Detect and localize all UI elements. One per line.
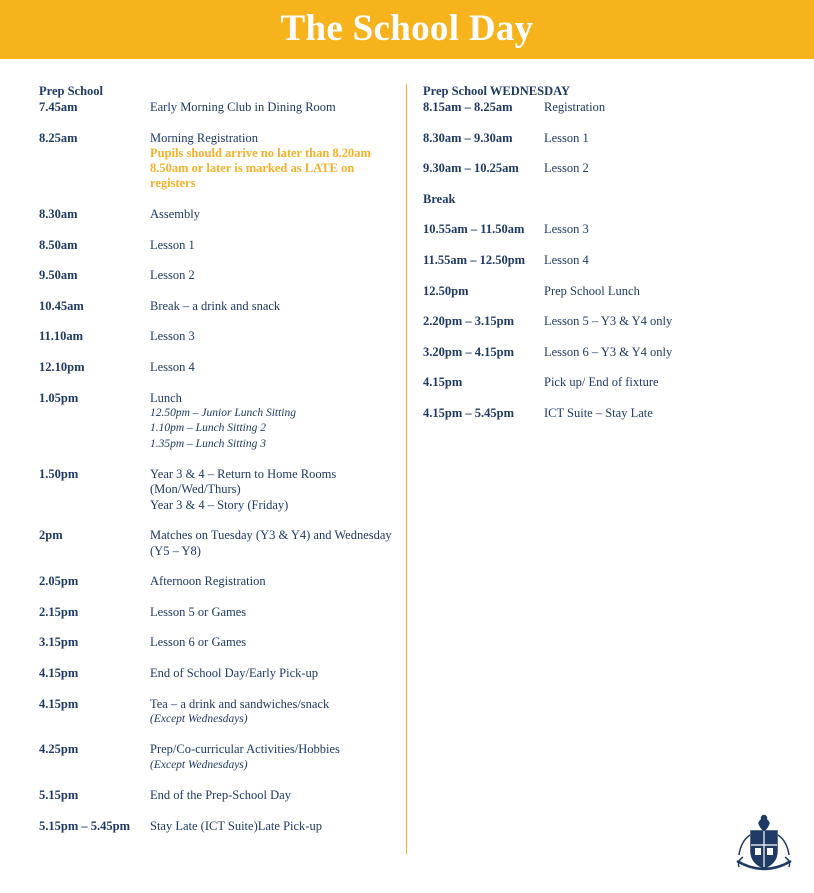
row-description — [150, 299, 394, 314]
row-description — [544, 284, 723, 299]
row-text: Lesson 4 — [150, 360, 195, 375]
row-time: 9.30am – 10.25am — [423, 161, 519, 176]
schedule-row — [423, 131, 723, 146]
row-description — [544, 131, 723, 146]
row-time: 10.55am – 11.50am — [423, 222, 525, 237]
row-description — [150, 329, 394, 344]
row-text: Lesson 5 or Games — [150, 604, 247, 619]
arrival-notice: registers — [150, 176, 196, 191]
row-description — [544, 375, 723, 390]
row-description — [150, 360, 394, 375]
row-text: Year 3 & 4 – Story (Friday) — [150, 497, 289, 512]
row-text: Assembly — [150, 207, 200, 222]
row-text: Lunch — [150, 390, 182, 405]
schedule-row — [39, 574, 394, 589]
row-description — [150, 207, 394, 222]
schedule-row — [423, 375, 723, 390]
row-time: 3.20pm – 4.15pm — [423, 344, 514, 359]
row-text: Pick up/ End of fixture — [544, 375, 659, 390]
prep-school-schedule — [39, 84, 394, 850]
wednesday-schedule — [423, 84, 723, 437]
row-note: 1.10pm – Lunch Sitting 2 — [150, 422, 266, 435]
row-text: Lesson 3 — [150, 329, 195, 344]
row-description — [150, 742, 394, 773]
schedule-row — [39, 788, 394, 803]
schedule-row — [423, 406, 723, 421]
row-time: 8.30am – 9.30am — [423, 130, 513, 145]
row-time: 4.15pm — [39, 696, 79, 711]
schedule-row — [39, 697, 394, 728]
page-title: The School Day — [280, 8, 534, 49]
schedule-row — [39, 207, 394, 222]
title-banner — [0, 0, 814, 59]
row-time: 4.15pm — [423, 375, 463, 390]
schedule-row — [39, 605, 394, 620]
row-description — [544, 406, 723, 421]
row-text: Prep School Lunch — [544, 283, 640, 298]
break-label: Break — [423, 191, 456, 206]
row-description — [544, 100, 723, 115]
schedule-row — [39, 299, 394, 314]
row-time: 8.30am — [39, 207, 78, 222]
row-time: 2pm — [39, 528, 63, 543]
row-text: Morning Registration — [150, 130, 258, 145]
schedule-row — [39, 268, 394, 283]
row-description — [544, 222, 723, 237]
row-text: Break – a drink and snack — [150, 298, 281, 313]
schedule-row — [39, 100, 394, 115]
row-text: Lesson 1 — [150, 237, 195, 252]
schedule-rows — [423, 222, 723, 421]
row-text: Tea – a drink and sandwiches/snack — [150, 696, 330, 711]
schedule-row — [423, 284, 723, 299]
row-text: Lesson 2 — [150, 268, 195, 283]
schedule-row — [39, 742, 394, 773]
schedule-row — [39, 360, 394, 375]
row-time: 11.10am — [39, 329, 84, 344]
row-time: 8.25am — [39, 130, 78, 145]
schedule-rows — [39, 100, 394, 834]
schedule-row — [423, 253, 723, 268]
row-text: Stay Late (ICT Suite)Late Pick-up — [150, 818, 322, 833]
row-time: 4.25pm — [39, 742, 79, 757]
row-text: Lesson 2 — [544, 161, 589, 176]
row-text: Lesson 3 — [544, 222, 589, 237]
row-text: Lesson 6 or Games — [150, 635, 247, 650]
schedule-row — [423, 222, 723, 237]
row-text: Lesson 4 — [544, 252, 589, 267]
section-heading: Prep School — [39, 84, 104, 98]
row-description — [150, 131, 394, 192]
row-description — [150, 238, 394, 253]
row-note: 1.35pm – Lunch Sitting 3 — [150, 437, 266, 450]
school-crest-icon — [733, 811, 795, 877]
row-time: 7.45am — [39, 100, 78, 114]
schedule-row — [423, 161, 723, 176]
schedule-row — [39, 329, 394, 344]
arrival-notice: 8.50am or later is marked as LATE on — [150, 161, 355, 176]
row-text: Early Morning Club in Dining Room — [150, 100, 336, 114]
row-description — [150, 697, 394, 728]
row-time: 1.50pm — [39, 467, 79, 482]
row-text: Lesson 6 – Y3 & Y4 only — [544, 344, 673, 359]
row-text: ICT Suite – Stay Late — [544, 405, 653, 420]
row-text: End of School Day/Early Pick-up — [150, 665, 319, 680]
row-description — [150, 467, 394, 513]
row-description — [150, 605, 394, 620]
schedule-row — [39, 131, 394, 192]
row-time: 5.15pm — [39, 788, 79, 803]
schedule-row — [39, 819, 394, 834]
row-time: 8.50am — [39, 237, 78, 252]
row-text: (Mon/Wed/Thurs) — [150, 482, 241, 497]
row-time: 4.15pm — [39, 665, 79, 680]
row-description — [150, 666, 394, 681]
row-time: 5.15pm – 5.45pm — [39, 818, 130, 833]
row-text: Afternoon Registration — [150, 574, 266, 589]
schedule-rows — [423, 100, 723, 176]
row-description — [544, 314, 723, 329]
row-description — [150, 528, 394, 559]
schedule-row — [423, 100, 723, 115]
arrival-notice: Pupils should arrive no later than 8.20am — [150, 145, 371, 160]
row-description — [150, 391, 394, 452]
row-time: 12.10pm — [39, 360, 85, 375]
row-time: 2.15pm — [39, 604, 79, 619]
schedule-row — [39, 238, 394, 253]
row-description — [544, 253, 723, 268]
row-description — [544, 161, 723, 176]
schedule-row — [423, 345, 723, 360]
row-text: Year 3 & 4 – Return to Home Rooms — [150, 467, 337, 482]
row-text: Lesson 5 – Y3 & Y4 only — [544, 314, 673, 329]
row-note: 12.50pm – Junior Lunch Sitting — [150, 406, 296, 419]
row-time: 9.50am — [39, 268, 78, 283]
row-description — [150, 574, 394, 589]
schedule-row — [39, 666, 394, 681]
section-heading: Prep School WEDNESDAY — [423, 84, 571, 98]
schedule-row — [39, 528, 394, 559]
row-text: (Y5 – Y8) — [150, 543, 201, 558]
schedule-row — [39, 635, 394, 650]
row-text: Lesson 1 — [544, 130, 589, 145]
row-description — [150, 100, 394, 115]
row-time: 3.15pm — [39, 635, 79, 650]
column-divider — [406, 84, 407, 854]
row-description — [544, 345, 723, 360]
row-text: Matches on Tuesday (Y3 & Y4) and Wednesday — [150, 528, 392, 543]
row-description — [150, 819, 394, 834]
row-text: End of the Prep-School Day — [150, 788, 291, 803]
schedule-row — [423, 314, 723, 329]
schedule-row — [39, 467, 394, 513]
row-description — [150, 788, 394, 803]
row-time: 10.45am — [39, 298, 84, 313]
row-time: 1.05pm — [39, 390, 79, 405]
row-time: 11.55am – 12.50pm — [423, 252, 526, 267]
row-text: Registration — [544, 100, 606, 114]
row-note: (Except Wednesdays) — [150, 758, 248, 771]
row-time: 12.50pm — [423, 283, 469, 298]
row-time: 2.05pm — [39, 574, 79, 589]
row-time: 8.15am – 8.25am — [423, 100, 513, 114]
row-description — [150, 268, 394, 283]
row-time: 4.15pm – 5.45pm — [423, 405, 514, 420]
row-note: (Except Wednesdays) — [150, 712, 248, 725]
row-time: 2.20pm – 3.15pm — [423, 314, 514, 329]
schedule-row — [39, 391, 394, 452]
row-description — [150, 635, 394, 650]
row-text: Prep/Co-curricular Activities/Hobbies — [150, 742, 340, 757]
